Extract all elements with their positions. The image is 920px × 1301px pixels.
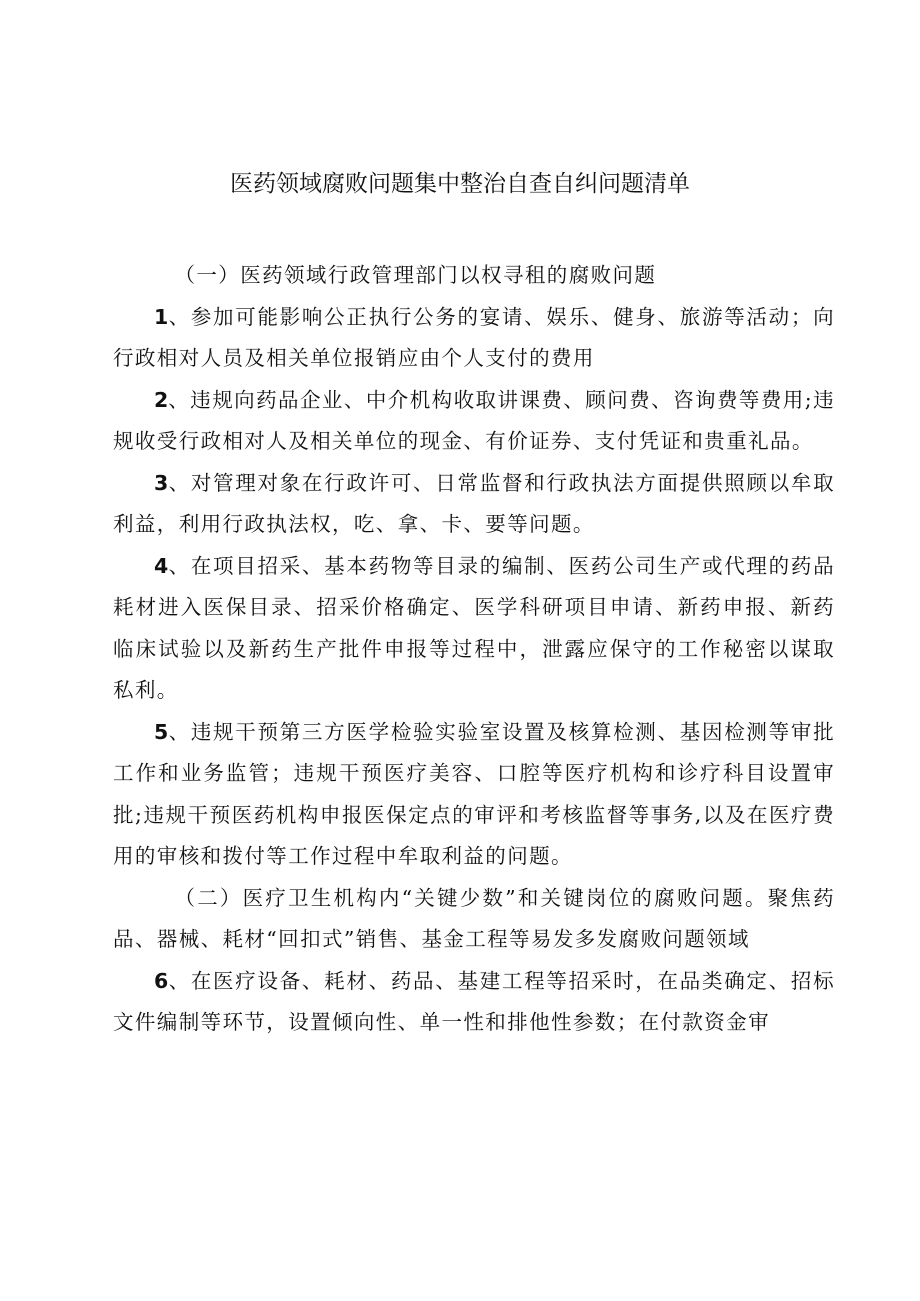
item-number: 3 bbox=[154, 470, 169, 495]
item-text: 、对管理对象在行政许可、日常监督和行政执法方面提供照顾以牟取利益，利用行政执法权，吃、拿、卡、要等问题。 bbox=[113, 470, 835, 536]
section-heading-1: （一）医药领域行政管理部门以权寻租的腐败问题 bbox=[174, 263, 657, 287]
list-item bbox=[113, 961, 835, 1044]
item-text: 、违规向药品企业、中介机构收取讲课费、顾问费、咨询费等费用;违规收受行政相对人及相关单位的现金、有价证券、支付凭证和贵重礼品。 bbox=[113, 387, 835, 453]
document-title: 医药领域腐败问题集中整治自查自纠问题清单 bbox=[230, 171, 690, 197]
section-heading-2: （二）医疗卫生机构内“关键少数”和关键岗位的腐败问题。聚焦药品、器械、耗材“回扣式”销售、基金工程等易发多发腐败问题领域 bbox=[113, 885, 835, 951]
item-text: 、在项目招采、基本药物等目录的编制、医药公司生产或代理的药品耗材进入医保目录、招采价格确定、医学科研项目申请、新药申报、新药临床试验以及新药生产批件申报等过程中，泄露应保守的工作秘密以谋取私利。 bbox=[113, 553, 835, 702]
list-item bbox=[113, 297, 835, 380]
list-item bbox=[113, 712, 835, 878]
list-item bbox=[113, 546, 835, 712]
item-text: 、参加可能影响公正执行公务的宴请、娱乐、健身、旅游等活动；向行政相对人员及相关单位报销应由个人支付的费用 bbox=[113, 304, 835, 370]
list-item bbox=[113, 380, 835, 463]
item-text: 、违规干预第三方医学检验实验室设置及核算检测、基因检测等审批工作和业务监管；违规干预医疗美容、口腔等医疗机构和诊疗科目设置审批;违规干预医药机构申报医保定点的审评和考核监督等事务,以及在医疗费用的审核和拨付等工作过程中牟取利益的问题。 bbox=[113, 719, 835, 868]
document-body bbox=[113, 255, 835, 1044]
item-text: 、在医疗设备、耗材、药品、基建工程等招采时，在品类确定、招标文件编制等环节，设置倾向性、单一性和排他性参数；在付款资金审 bbox=[113, 968, 835, 1034]
item-number: 5 bbox=[154, 719, 169, 744]
item-number: 4 bbox=[154, 553, 169, 578]
item-number: 6 bbox=[154, 968, 169, 993]
item-number: 1 bbox=[154, 304, 169, 329]
item-number: 2 bbox=[154, 387, 169, 412]
list-item bbox=[113, 463, 835, 546]
